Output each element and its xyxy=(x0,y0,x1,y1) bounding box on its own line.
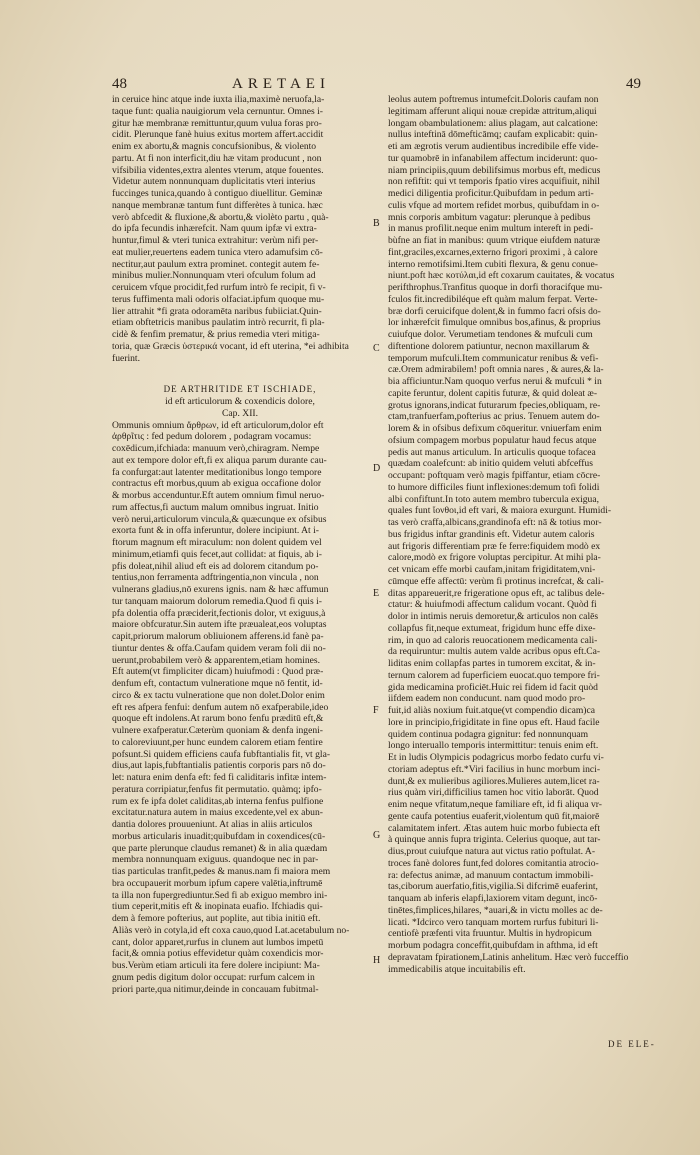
catchword: DE ELE- xyxy=(608,1039,656,1049)
text-line: temporum mufculi.Item communicatur renibus & vefi- xyxy=(388,352,599,364)
text-line: minibus mulier.Nonnunquam vteri ofculum folum ad xyxy=(112,270,316,282)
text-line: nectitur,aut paulum extra prominet. contegit autem fe- xyxy=(112,258,320,270)
text-line: tium ceperit,mitis eft & inopinata euafio. Ifchiadis qui- xyxy=(112,901,323,913)
text-line: eft res afpera fenfui: denfum autem nō exafperabile,ideo xyxy=(112,701,329,713)
text-line: Cap. XII. xyxy=(222,407,258,419)
page-number-left: 48 xyxy=(112,76,127,92)
text-line: albi confiftunt.In toto autem membro tubercula exigua, xyxy=(388,493,599,505)
text-line: to humore difficiles fiunt inflexiones:demum tofi folidi xyxy=(388,481,600,493)
text-line: calamitatem infert. Ætas autem huic morbo fubiecta eft xyxy=(388,822,601,834)
text-line: morbus articularis inuadit;quibufdam in coxendices(cū- xyxy=(112,830,326,842)
text-line: bra occupauerit morbum ipfum capere valētia,inftrumē xyxy=(112,877,323,889)
text-line: circo & ex tactu vulneratione que non dolet.Dolor enim xyxy=(112,689,325,701)
text-line: rius quàm viri,difficilius tamen hoc vitio laborāt. Quod xyxy=(388,787,599,799)
text-line: id eft articulorum & coxendicis dolore, xyxy=(165,396,315,407)
text-line: fuerint. xyxy=(112,352,140,364)
text-line: immedicabilis atque incuitabilis eft. xyxy=(388,963,526,975)
text-line: taque funt: qualia nauigiorum vela cernuntur. Omnes i- xyxy=(112,105,324,117)
text-line xyxy=(112,364,368,384)
text-line: à quinque annis fupra triginta. Celerius quoque, aut tar- xyxy=(388,834,601,846)
text-line: ta illa non fupergrediuntur.Sed fi ab exiguo membro ini- xyxy=(112,889,328,901)
text-line: verò abfcedit & fluxione,& abortu,& violèto partu , quà- xyxy=(112,211,329,223)
text-line: in ceruice hinc atque inde iuxta ilia,maximè neruofa,la- xyxy=(112,94,325,105)
text-line: coxēdicum,ifchiada: manuum verò,chiragram. Nempe xyxy=(112,443,320,454)
text-line: capite feruntur, dolent capitis futuræ, & quid doleat æ- xyxy=(388,387,598,399)
text-line: priori parte,qua nitimur,deinde in concauam fubitmal- xyxy=(112,983,319,995)
text-line: quædam coalefcunt: ab initio quidem veluti abfceffus xyxy=(388,458,593,470)
text-line: gnum pedis digitum dolor occupat: rurfum calcem in xyxy=(112,971,315,983)
text-line: longam obambulationem: alius plagam, aut calcatione: xyxy=(388,117,598,129)
text-line: fuccinges tunica,quando à contiguo diuellitur. Geminæ xyxy=(112,188,323,199)
text-line: gitur hæ membranæ remittuntur,quum vulua foras pro- xyxy=(112,117,322,129)
text-line: lier attrahit *fi grata odoramēta naribus fubiiciat.Quin- xyxy=(112,305,322,317)
text-line: Aliàs verò in cotyla,id eft coxa cauo,quod Lat.acetabulum no- xyxy=(112,924,350,936)
text-line: non refiftit: qui vt temporis fpatio vires acquifiuit, nihil xyxy=(388,176,600,188)
text-line: toria, quæ Græcis ὑστερικά vocant, id eft uterina, *ei adhibita xyxy=(112,340,349,352)
text-line: cūmque effe affectū: verùm fi protinus increfcat, & cali- xyxy=(388,575,604,587)
text-line: do ipfa fecundis inhærefcit. Nam quum ipfæ vi extra- xyxy=(112,223,317,235)
text-line: morbum podagra conceffit,quibufdam in afthma, id eft xyxy=(388,940,598,951)
text-line: que parte plerunque claudus remanet) & in alia quædam xyxy=(112,842,328,854)
text-line: gente caufa potentius euaferit,violentum quū fit,maiorē xyxy=(388,810,600,822)
text-line: peratura corripiatur,fenfus fit permutatio. quàmq; ipfo- xyxy=(112,783,322,795)
text-line: maiore obfcuratur.Sin autem ifte præualeat,eos voluptas xyxy=(112,619,327,631)
text-line: Videtur autem nonnunquam duplicitatis vteri interius xyxy=(112,176,316,188)
text-line: dantia dolores prouueniunt. At alias in aliis articulos xyxy=(112,819,313,830)
text-line: quidem continua podagra gignitur: fed nonnunquam xyxy=(388,728,589,740)
text-line: verò nerui,articulorum vincula,& quæcunque ex ofsibus xyxy=(112,513,327,525)
text-line: let: natura enim denfa eft: fed fi caliditaris infitæ intem- xyxy=(112,772,327,783)
text-line: dolor in intimis neruis demoretur,& articulos non calēs xyxy=(388,611,599,622)
text-line: interno remotifsimi.Item cubiti flexura, & genu conue- xyxy=(388,258,598,270)
text-line: fint,graciles,excarnes,externo frigori proximi , à calore xyxy=(388,246,598,258)
text-column-right xyxy=(388,94,644,975)
text-line: Eft autem(vt fimpliciter dicam) huiufmodi : Quod præ- xyxy=(112,666,324,678)
text-line: pfis doleat,nihil aliud eft eis ad dolorem citandum po- xyxy=(112,560,319,572)
text-line: nanque membranæ tantum funt differètes à tunica. hæc xyxy=(112,199,323,211)
text-line: occupant: poftquam verò magis fpiffantur, etiam cōcre- xyxy=(388,470,601,481)
text-line: dius,prout cuiufque natura aut victus ratio poftulat. A- xyxy=(388,846,596,857)
text-line: dius,aut lapis,fubftantialis patientis corporis pars nō do- xyxy=(112,760,326,772)
text-line: depravatam fpirationem,Latinis anhelitum. Hæc verò fucceffio xyxy=(388,951,629,963)
text-line: cidè & fenfim prematur, & prius remedia vteri mitiga- xyxy=(112,329,320,340)
text-line: iifdem eadem non conducunt. nam quod modo pro- xyxy=(388,693,586,705)
text-line: lore in principio,frigiditate in fine opus eft. Haud facile xyxy=(388,716,600,728)
text-line: dem à femore pofterius, aut poplite, aut tibia initiū eft. xyxy=(112,913,321,924)
margin-letter-b: B xyxy=(373,218,380,229)
text-line: ftorum magnum eft miraculum: non dolent quidem vel xyxy=(112,537,322,548)
text-line: cet vnicam effe morbi caufam,initam frigiditatem,vni- xyxy=(388,564,596,575)
text-line: Et in ludis Olympicis podagricus morbo fedato curfu vi- xyxy=(388,752,604,763)
text-line: niam principiis,quum debilifsimus morbus eft, medicus xyxy=(388,164,601,176)
text-line: diftentione dolorem patiuntur, necnon maxillarum & xyxy=(388,340,590,352)
text-line: pedis aut manus articulum. In articulis quoque tofacea xyxy=(388,446,596,458)
text-line: cidit. Plerunque fanè huius exitus mortem affert.accidit xyxy=(112,129,324,141)
text-line: longo interuallo temporis intermittitur: tenuis enim eft. xyxy=(388,740,599,752)
text-line: capit,priorum malorum obliuionem afferens.id fanè pa- xyxy=(112,631,324,642)
text-line: collapfus fit,neque extumeat, frigidum hunc effe dixe- xyxy=(388,622,596,634)
text-line: licati. *Idcirco vero tanquam mortem rurfus fubituri li- xyxy=(388,916,599,928)
text-line: legitimam afferunt aliqui nouæ crepidæ attritum,aliqui xyxy=(388,105,597,117)
text-line: tias particulas tranfit,pedes & manus.nam fi maiora mem xyxy=(112,866,331,877)
margin-letter-h: H xyxy=(373,955,381,966)
text-line: quoque eft indolens.At rarum bono fenfu præditū eft,& xyxy=(112,713,324,725)
text-line: calore,modò ex frigore voluptas percipitur. At mihi pla- xyxy=(388,552,601,564)
text-line: ctatur: & huiufmodi affectum calidum vocant. Quòd fi xyxy=(388,599,597,611)
text-line: perifthrophus.Tranfitus quoque in dorfi thoracifque mu- xyxy=(388,282,603,293)
text-line: DE ARTHRITIDE ET ISCHIADE, xyxy=(163,384,317,395)
text-line: enim neque vfitatum,neque familiare eft, id fi aliqua vr- xyxy=(388,799,602,810)
text-line: eti am ægrotis verum audientibus incredibile effe vide- xyxy=(388,141,599,152)
text-line: ἀρθρῖτις : fed pedum dolorem , podagram vocamus: xyxy=(112,431,312,443)
text-line: denfum eft, contactum vulneratione mque nō fentit, id- xyxy=(112,678,323,689)
text-line: tiuntur dentes & offa.Caufam quidem veram foli dii no- xyxy=(112,642,326,654)
text-line: grotus ignorans,indicat futurarum fpecies,obliquam, re- xyxy=(388,399,601,411)
text-line: exorta funt & in offa inferuntur, dolere incipiunt. At i- xyxy=(112,525,319,537)
text-line: cæ.Orem admirabilem! poft omnia nares , & aures,& la- xyxy=(388,364,604,376)
text-line: etiam obftetricis manibus paulatim intrò recurrit, fi pla- xyxy=(112,317,325,329)
text-line: rim, in quo ad caloris reuocationem medicamenta cali- xyxy=(388,634,598,646)
text-line: tur tanquam maiorum dolorum remedia.Quod fi quis i- xyxy=(112,595,322,607)
text-line: minimum,etiamfi quis fecet,aut collidat: at fiquis, ab i- xyxy=(112,548,322,560)
text-line: bùfne an fiat in manibus: quum vtrique eiufdem naturæ xyxy=(388,235,601,246)
text-line: excitatur.natura autem in maius excedente,vel ex abun- xyxy=(112,807,323,819)
text-line: lorem & in ofsibus defixum cōqueritur. vniuerfam enim xyxy=(388,423,602,434)
text-line: eat mulier,reuertens eadem tunica vtero adamufsim cō- xyxy=(112,246,323,258)
text-line: tas,ciborum auerfatio,fitis,vigilia.Si difcrimē euaferint, xyxy=(388,881,598,893)
text-line: fa confurgat:aut latenter meditationibus longo tempore xyxy=(112,466,322,478)
text-line: Ommunis omnium ἄρθρων, id eft articulorum,dolor eft xyxy=(112,419,324,431)
text-line: bus.Verùm etiam articuli ita fere dolere incipiunt: Ma- xyxy=(112,960,320,971)
text-line: ditas appareuerit,re frigeratione opus eft, ac talibus dele- xyxy=(388,587,605,599)
text-line: ctoriam adeptus eft.*Viri facilius in hunc morbum inci- xyxy=(388,763,601,775)
text-line: facit,& omnia potius effevidetur quàm coxendicis mor- xyxy=(112,948,324,960)
text-line: niunt.poft hæc κοτύλαι,id eft coxarum cauitates, & vocatus xyxy=(388,270,615,282)
text-line: vifsibilia videntes,extra alentes vterum, atque fouentes. xyxy=(112,164,324,176)
text-line: cant, dolor apparet,rurfus in clunem aut lumbos impetū xyxy=(112,936,324,948)
text-line: culis vfque ad mortem refidet morbus, quibufdam in o- xyxy=(388,199,600,211)
text-line: gida medicamina proficiēt.Huic rei fidem id facit quòd xyxy=(388,681,598,693)
text-line: lor inhærefcit fimulque omnibus bos,afinus, & proprius xyxy=(388,317,601,329)
text-line: huntur,fimul & vteri tunica extrahitur: verùm nifi per- xyxy=(112,235,319,246)
text-line: to caloreviuunt,per hunc eundem calorem etiam fentire xyxy=(112,736,323,748)
margin-letter-c: C xyxy=(373,343,380,354)
text-line: medici diligentia proficitur.Quibufdam in pedum arti- xyxy=(388,188,594,199)
text-line: liditas enim collapfas partes in tumorem excitat, & in- xyxy=(388,658,596,669)
text-line: aut ex tempore dolor eft,fi ex aliqua parum durante cau- xyxy=(112,454,327,466)
text-line: enim ex abortu,& magnis concufsionibus, & violento xyxy=(112,141,317,152)
text-line: fuit,id aliàs noxium fuit.atque(vt compendio dicam)ca xyxy=(388,705,596,716)
text-line: bus frigidus inftar grandinis eft. Videtur autem caloris xyxy=(388,528,595,540)
text-column-left xyxy=(112,94,368,995)
text-line: & morbus accenduntur.Eft autem omnium fimul neruo- xyxy=(112,490,325,501)
text-line: dunt,& ex mulieribus agiliores.Mulieres autem,licet ra- xyxy=(388,775,600,787)
text-line: ofsium compagem morbus populatur haud fecus atque xyxy=(388,434,597,446)
text-line: ra: defectus animæ, ad manuum contactum immobili- xyxy=(388,869,594,881)
text-line: leolus autem poftremus intumefcit.Doloris caufam non xyxy=(388,94,599,105)
text-line: tentius,non ferramenta adftringentia,non vincula , non xyxy=(112,572,319,584)
running-head: ARETAEI xyxy=(232,76,330,92)
text-line: bræ dorfi ceruicifque dolent,& in fummo facri ofsis do- xyxy=(388,305,601,317)
text-line: da requiruntur: multis autem valde acribus opus eft.Ca- xyxy=(388,646,601,658)
text-line: aut frigoris differentiam præ fe ferre:fiquidem modò ex xyxy=(388,540,601,552)
text-line: partu. At fi non interficit,diu hæ vitam producunt , non xyxy=(112,152,322,164)
text-line: membra nonnunquam exiguus. quandoque nec in par- xyxy=(112,854,319,866)
text-line: rum affectus,fi auctum malum omnibus ingruat. Initio xyxy=(112,501,319,513)
text-line: in manus profilit.neque enim multum intereft in pedi- xyxy=(388,223,594,235)
text-line: fculos fit.incredibiléque eft quàm malum ferpat. Verte- xyxy=(388,293,598,305)
text-line: terus fuffimenta mali odoris olfaciat.ipfum quoque mu- xyxy=(112,293,325,305)
text-line: centiofè præfenti vita fruuntur. Multis in hydropicum xyxy=(388,928,592,940)
text-line: vulnerans gladius,nō exurens ignis. nam & hæc affumun xyxy=(112,584,329,595)
text-line: vulnere exafperatur.Cæterùm quoniam & denfa ingeni- xyxy=(112,725,323,736)
margin-letter-e: E xyxy=(373,588,380,599)
text-line: troces fanè dolores funt,fed dolores comitantia atrocio- xyxy=(388,857,599,869)
text-line: tur quamobrē in infanabilem affectum inciderunt: quo- xyxy=(388,152,598,164)
text-line: tas verò craffa,albicans,grandinofa eft: nā & totius mor- xyxy=(388,517,602,528)
margin-letter-f: F xyxy=(373,705,379,716)
text-line: pofsunt.Si quidem efficiens caufa fubftantialis fit, vt gla- xyxy=(112,748,331,760)
text-line: nullus inteftinā dōmefticāmq; caufam explicabit: quin- xyxy=(388,129,598,141)
text-line: quales funt ἴονθοι,id eft vari, & maiora exurgunt. Humidi- xyxy=(388,505,612,517)
page-number-right: 49 xyxy=(626,76,641,92)
text-line: mnis corporis ambitum vagatur: plerunque à pedibus xyxy=(388,211,591,223)
text-line: ceruicem vfque procidit,fed rurfum intrò fe recipit, fi v- xyxy=(112,282,326,293)
text-line: bia afficiuntur.Nam quoquo verfus nerui & mufculi * in xyxy=(388,376,602,387)
text-line: pfa dolentia offa præciderit,fectionis dolor, vt exiguus,à xyxy=(112,607,326,619)
text-line: tanquam ab inferis elapfi,laxiorem vitam degunt, incō- xyxy=(388,893,598,904)
text-line: tinētes,fimplices,hilares, *auari,& in victu molles ac de- xyxy=(388,904,603,916)
text-line: cuiufque dolor. Verumetiam tendones & mufculi cum xyxy=(388,329,593,340)
text-line: ternum calorem ad fuperficiem euocat.quo tempore fri- xyxy=(388,669,600,681)
text-line: contractus eft morbus,quum ab exigua occafione dolor xyxy=(112,478,322,490)
text-line: uerunt,probabilem verò & apparentem,etiam homines. xyxy=(112,654,321,666)
text-line: ctam,tranfuerfam,pofterius ac prius. Tenuem autem do- xyxy=(388,411,600,423)
text-line: rum ex fe ipfa dolet caliditas,ab interna fenfus pulfione xyxy=(112,795,324,807)
margin-letter-g: G xyxy=(373,830,381,841)
margin-letter-d: D xyxy=(373,463,381,474)
